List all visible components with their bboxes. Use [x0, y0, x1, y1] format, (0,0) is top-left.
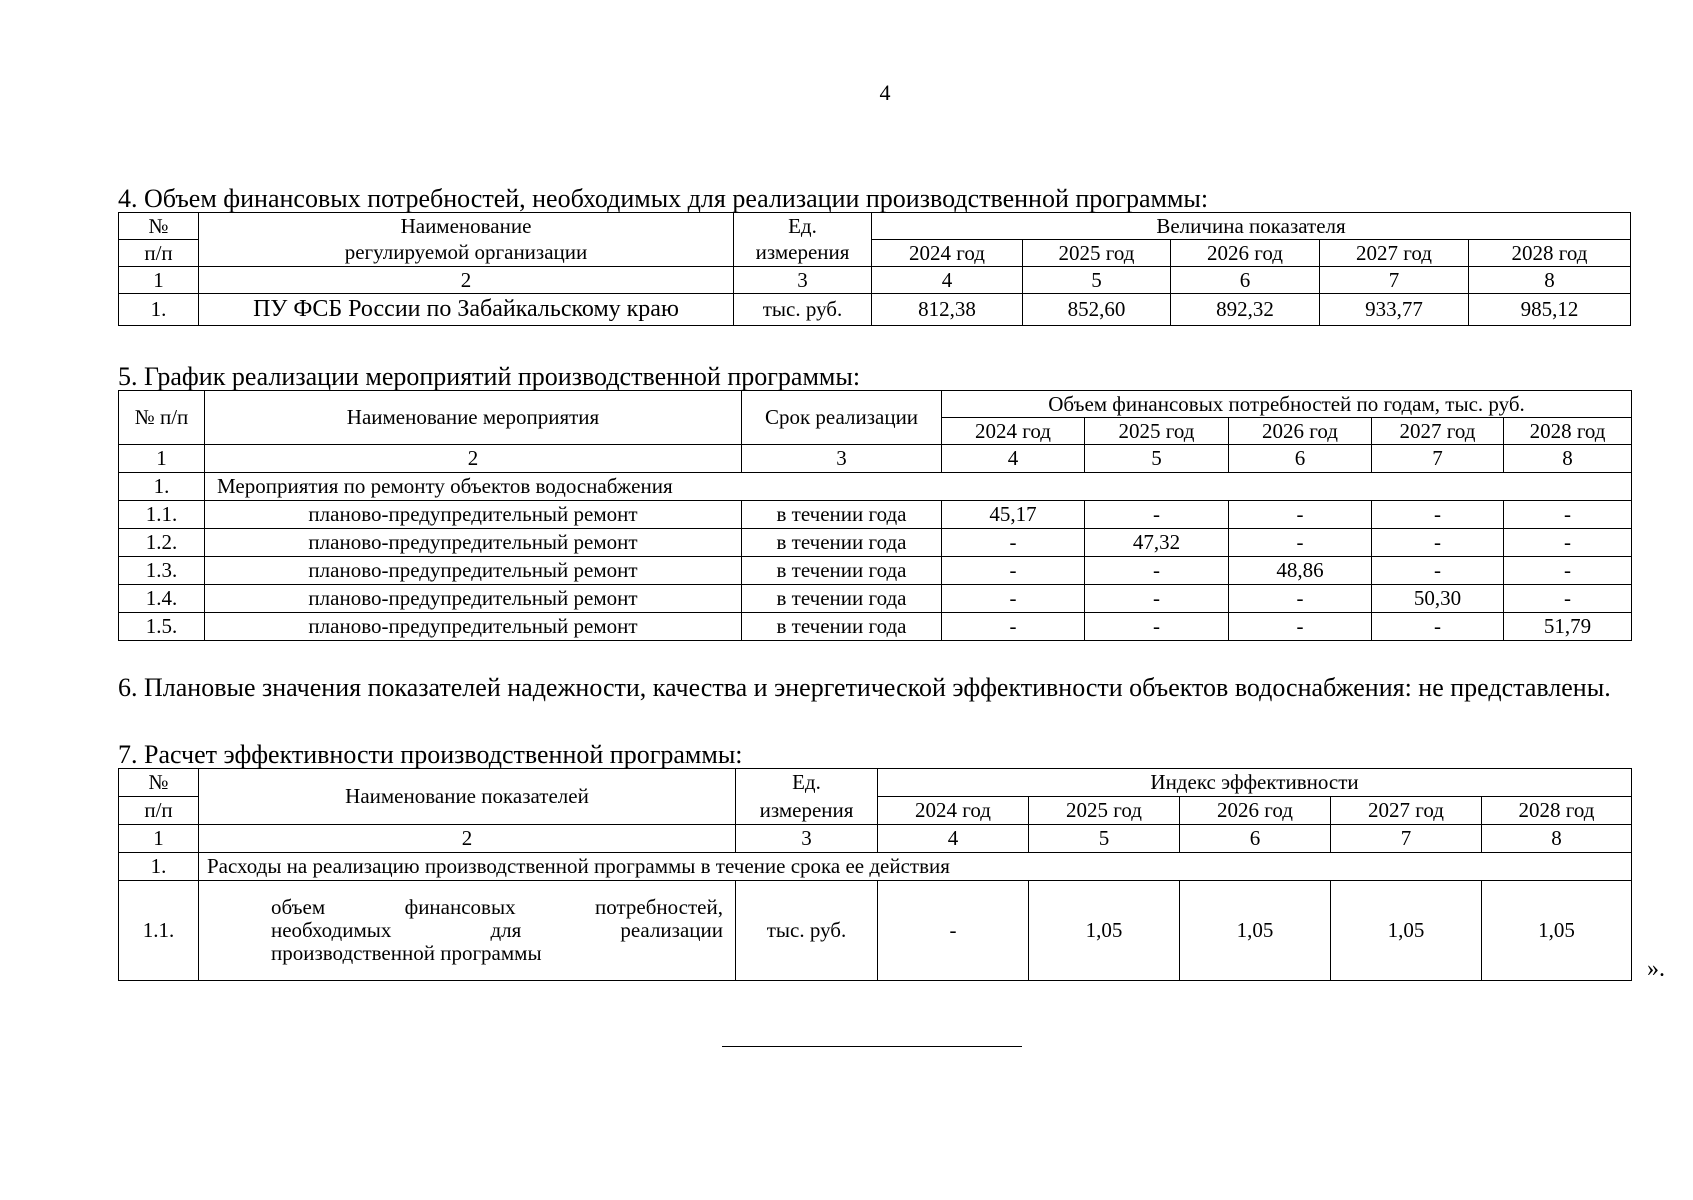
- closing-quote: ».: [1647, 956, 1665, 982]
- value-cell: -: [1504, 501, 1632, 529]
- value-cell: -: [1372, 529, 1504, 557]
- value-cell: 50,30: [1372, 585, 1504, 613]
- hdr-name: Наименование показателей: [199, 769, 736, 825]
- group-row: [119, 473, 1632, 501]
- year-header: 2026 год: [1171, 240, 1320, 267]
- year-header: 2028 год: [1469, 240, 1631, 267]
- row-no: 1.1.: [119, 501, 205, 529]
- activity-name: планово-предупредительный ремонт: [205, 613, 742, 641]
- value-cell: -: [1504, 529, 1632, 557]
- index-cell: 8: [1504, 445, 1632, 473]
- index-cell: 4: [942, 445, 1085, 473]
- row-no: 1.3.: [119, 557, 205, 585]
- index-cell: 5: [1085, 445, 1229, 473]
- activity-name: планово-предупредительный ремонт: [205, 585, 742, 613]
- value-cell: -: [1372, 557, 1504, 585]
- value-cell: -: [1229, 501, 1372, 529]
- section5-heading: 5. График реализации мероприятий производственной программы:: [118, 362, 861, 391]
- index-cell: 8: [1482, 825, 1632, 853]
- index-cell: 6: [1171, 267, 1320, 294]
- unit-cell: тыс. руб.: [736, 881, 878, 981]
- value-cell: -: [1085, 557, 1229, 585]
- value-cell: 892,32: [1171, 294, 1320, 326]
- year-header: 2028 год: [1482, 797, 1632, 825]
- index-cell: 1: [119, 825, 199, 853]
- year-header: 2024 год: [878, 797, 1029, 825]
- hdr-no: № п/п: [119, 391, 205, 445]
- index-cell: 8: [1469, 267, 1631, 294]
- index-cell: 4: [878, 825, 1029, 853]
- value-cell: -: [942, 613, 1085, 641]
- value-cell: 1,05: [1331, 881, 1482, 981]
- hdr-group: Объем финансовых потребностей по годам, тыс. руб.: [942, 391, 1632, 418]
- index-cell: 5: [1029, 825, 1180, 853]
- value-cell: 1,05: [1029, 881, 1180, 981]
- table-row: [119, 881, 1632, 981]
- year-header: 2026 год: [1180, 797, 1331, 825]
- group-name: Расходы на реализацию производственной программы в течение срока ее действия: [199, 853, 1632, 881]
- page-number: 4: [879, 80, 891, 105]
- value-cell: 933,77: [1320, 294, 1469, 326]
- table-row: [119, 529, 1632, 557]
- value-cell: -: [1085, 501, 1229, 529]
- value-cell: 47,32: [1085, 529, 1229, 557]
- value-cell: -: [1229, 529, 1372, 557]
- index-cell: 6: [1229, 445, 1372, 473]
- value-cell: 1,05: [1180, 881, 1331, 981]
- hdr-no: №: [119, 213, 199, 240]
- value-cell: 48,86: [1229, 557, 1372, 585]
- hdr-unit-2: измерения: [734, 240, 872, 267]
- row-no: 1.: [119, 853, 199, 881]
- term-cell: в течении года: [742, 529, 942, 557]
- year-header: 2027 год: [1372, 418, 1504, 445]
- row-no: 1.2.: [119, 529, 205, 557]
- year-header: 2027 год: [1331, 797, 1482, 825]
- year-header: 2026 год: [1229, 418, 1372, 445]
- row-no: 1.: [119, 473, 205, 501]
- row-no: 1.4.: [119, 585, 205, 613]
- row-no: 1.1.: [119, 881, 199, 981]
- efficiency-table: [118, 768, 1632, 981]
- value-cell: 45,17: [942, 501, 1085, 529]
- indicator-name-line: производственной программы: [271, 941, 542, 965]
- index-cell: 7: [1331, 825, 1482, 853]
- index-cell: 3: [742, 445, 942, 473]
- value-cell: -: [1085, 585, 1229, 613]
- term-cell: в течении года: [742, 613, 942, 641]
- value-cell: -: [1372, 613, 1504, 641]
- value-cell: 985,12: [1469, 294, 1631, 326]
- year-header: 2025 год: [1023, 240, 1171, 267]
- org-name: ПУ ФСБ России по Забайкальскому краю: [199, 294, 734, 326]
- index-cell: 3: [734, 267, 872, 294]
- hdr-no-2: п/п: [119, 240, 199, 267]
- hdr-term: Срок реализации: [742, 391, 942, 445]
- hdr-name: Наименование: [199, 213, 734, 240]
- activity-name: планово-предупредительный ремонт: [205, 529, 742, 557]
- value-cell: -: [942, 557, 1085, 585]
- index-cell: 6: [1180, 825, 1331, 853]
- table-row: [119, 294, 1631, 326]
- value-cell: 1,05: [1482, 881, 1632, 981]
- index-cell: 7: [1320, 267, 1469, 294]
- hdr-unit-2: измерения: [736, 797, 878, 825]
- financial-needs-table: [118, 212, 1631, 326]
- year-header: 2025 год: [1085, 418, 1229, 445]
- unit-cell: тыс. руб.: [734, 294, 872, 326]
- indicator-name-line: необходимых для реализации: [271, 918, 723, 942]
- group-name: Мероприятия по ремонту объектов водоснабжения: [205, 473, 1632, 501]
- indicator-name-line: объем финансовых потребностей,: [271, 895, 723, 919]
- index-cell: 4: [872, 267, 1023, 294]
- year-header: 2024 год: [942, 418, 1085, 445]
- row-no: 1.: [119, 294, 199, 326]
- value-cell: 812,38: [872, 294, 1023, 326]
- hdr-name: Наименование мероприятия: [205, 391, 742, 445]
- value-cell: 51,79: [1504, 613, 1632, 641]
- year-header: 2025 год: [1029, 797, 1180, 825]
- year-header: 2028 год: [1504, 418, 1632, 445]
- term-cell: в течении года: [742, 557, 942, 585]
- section4-heading: 4. Объем финансовых потребностей, необходимых для реализации производственной программы:: [118, 184, 1209, 213]
- section7-heading: 7. Расчет эффективности производственной программы:: [118, 740, 743, 769]
- hdr-group: Величина показателя: [872, 213, 1631, 240]
- term-cell: в течении года: [742, 501, 942, 529]
- value-cell: -: [1229, 613, 1372, 641]
- table-row: [119, 557, 1632, 585]
- activity-name: планово-предупредительный ремонт: [205, 501, 742, 529]
- value-cell: -: [1229, 585, 1372, 613]
- value-cell: -: [878, 881, 1029, 981]
- year-header: 2024 год: [872, 240, 1023, 267]
- year-header: 2027 год: [1320, 240, 1469, 267]
- row-no: 1.5.: [119, 613, 205, 641]
- index-cell: 3: [736, 825, 878, 853]
- value-cell: -: [1504, 585, 1632, 613]
- value-cell: -: [1372, 501, 1504, 529]
- hdr-name-2: регулируемой организации: [199, 240, 734, 267]
- hdr-unit: Ед.: [736, 769, 878, 797]
- indicator-name: [199, 881, 736, 981]
- value-cell: -: [942, 529, 1085, 557]
- table-row: [119, 501, 1632, 529]
- group-row: [119, 853, 1632, 881]
- hdr-no-2: п/п: [119, 797, 199, 825]
- value-cell: 852,60: [1023, 294, 1171, 326]
- schedule-table: [118, 390, 1632, 641]
- hdr-unit: Ед.: [734, 213, 872, 240]
- hdr-no: №: [119, 769, 199, 797]
- index-cell: 2: [205, 445, 742, 473]
- term-cell: в течении года: [742, 585, 942, 613]
- index-cell: 7: [1372, 445, 1504, 473]
- index-cell: 2: [199, 267, 734, 294]
- activity-name: планово-предупредительный ремонт: [205, 557, 742, 585]
- table-row: [119, 613, 1632, 641]
- index-cell: 1: [119, 445, 205, 473]
- separator-line: [722, 1046, 1022, 1047]
- value-cell: -: [1504, 557, 1632, 585]
- index-cell: 5: [1023, 267, 1171, 294]
- table-row: [119, 585, 1632, 613]
- value-cell: -: [1085, 613, 1229, 641]
- value-cell: -: [942, 585, 1085, 613]
- index-cell: 1: [119, 267, 199, 294]
- section6-text: 6. Плановые значения показателей надежности, качества и энергетической эффективности объектов водоснабжения: не представлены.: [118, 673, 1611, 702]
- hdr-group: Индекс эффективности: [878, 769, 1632, 797]
- index-cell: 2: [199, 825, 736, 853]
